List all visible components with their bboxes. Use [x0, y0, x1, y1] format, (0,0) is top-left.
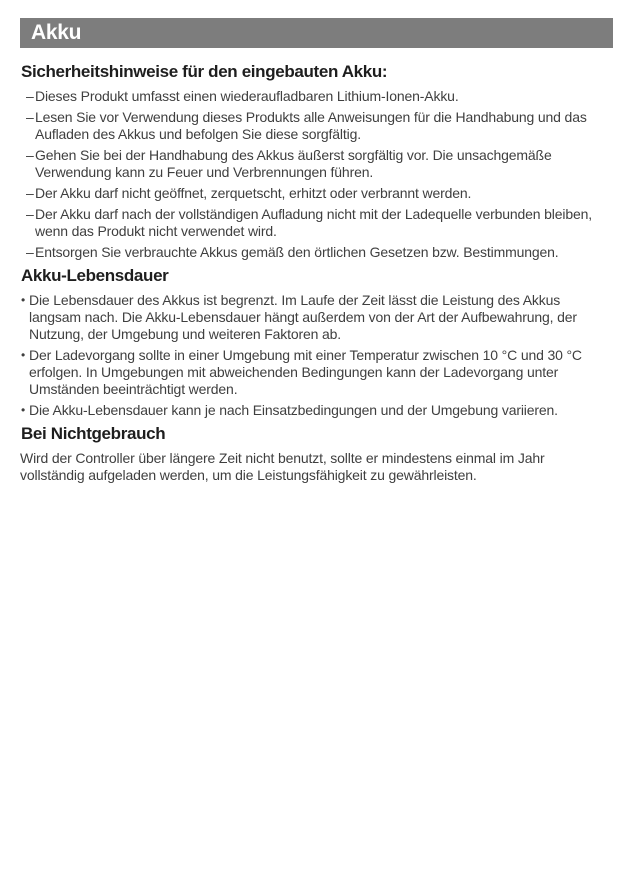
dash-marker: –	[26, 147, 34, 163]
bullet-marker: •	[21, 348, 26, 362]
bullet-marker: •	[21, 293, 26, 307]
dash-marker: –	[26, 206, 34, 222]
dash-marker: –	[26, 185, 34, 201]
safety-list	[20, 88, 613, 261]
list-item	[21, 347, 613, 398]
list-item	[26, 109, 613, 143]
list-item-text: Gehen Sie bei der Handhabung des Akkus äußerst sorgfältig vor. Die unsachgemäße Verwendung kann zu Feuer und Verbrennungen führen.	[35, 147, 552, 180]
list-item	[26, 244, 613, 261]
dash-marker: –	[26, 109, 34, 125]
list-item-text: Die Akku-Lebensdauer kann je nach Einsatzbedingungen und der Umgebung variieren.	[29, 402, 558, 418]
section-battery-safety	[20, 61, 613, 261]
dash-marker: –	[26, 244, 34, 260]
bullet-marker: •	[21, 403, 26, 417]
section-heading: Akku-Lebensdauer	[21, 266, 169, 285]
dash-marker: –	[26, 88, 34, 104]
list-item	[26, 147, 613, 181]
list-item-text: Der Ladevorgang sollte in einer Umgebung mit einer Temperatur zwischen 10 °C und 30 °C erfolgen. In Umgebungen mit abweichenden Bedingungen kann der Ladevorgang unter Umständen beeinträchtigt werden.	[29, 347, 582, 397]
section-heading: Bei Nichtgebrauch	[21, 424, 166, 443]
section-heading: Sicherheitshinweise für den eingebauten Akku:	[21, 62, 388, 81]
list-item-text: Der Akku darf nach der vollständigen Aufladung nicht mit der Ladequelle verbunden bleiben, wenn das Produkt nicht verwendet wird.	[35, 206, 592, 239]
list-item-text: Die Lebensdauer des Akkus ist begrenzt. Im Laufe der Zeit lässt die Leistung des Akkus langsam nach. Die Akku-Lebensdauer hängt außerdem von der Art der Aufbewahrung, der Nutzung, der Umgebung und weiteren Faktoren ab.	[29, 292, 577, 342]
section-non-use	[20, 423, 613, 484]
list-item-text: Entsorgen Sie verbrauchte Akkus gemäß den örtlichen Gesetzen bzw. Bestimmungen.	[35, 244, 559, 260]
battery-life-list	[20, 292, 613, 419]
page-title-bar	[20, 18, 613, 48]
list-item-text: Dieses Produkt umfasst einen wiederaufladbaren Lithium-Ionen-Akku.	[35, 88, 459, 104]
list-item-text: Der Akku darf nicht geöffnet, zerquetscht, erhitzt oder verbrannt werden.	[35, 185, 472, 201]
page-title: Akku	[31, 21, 82, 44]
list-item	[21, 292, 613, 343]
section-battery-life	[20, 265, 613, 419]
list-item-text: Lesen Sie vor Verwendung dieses Produkts alle Anweisungen für die Handhabung und das Aufladen des Akkus und befolgen Sie diese sorgfältig.	[35, 109, 587, 142]
section-paragraph: Wird der Controller über längere Zeit nicht benutzt, sollte er mindestens einmal im Jahr vollständig aufgeladen werden, um die Leistungsfähigkeit zu gewährleisten.	[20, 450, 545, 483]
list-item	[26, 206, 613, 240]
list-item	[21, 402, 613, 419]
list-item	[26, 88, 613, 105]
list-item	[26, 185, 613, 202]
